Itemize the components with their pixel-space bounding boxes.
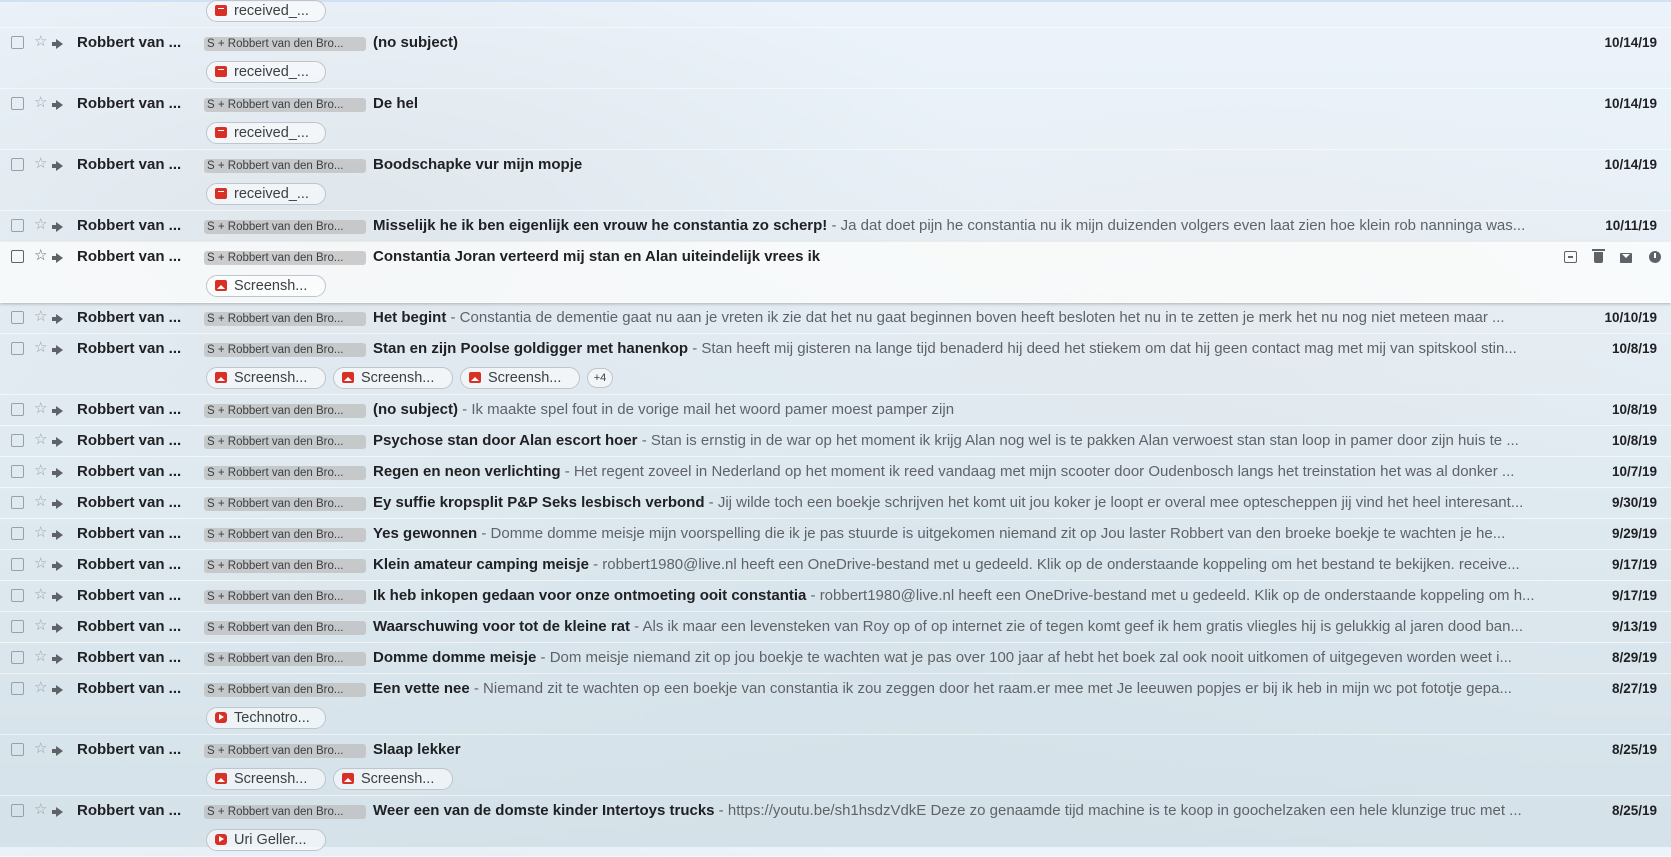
sender-name: Robbert van ... xyxy=(77,95,182,112)
select-checkbox[interactable] xyxy=(11,434,24,447)
subject-line xyxy=(373,156,1573,174)
subject-line xyxy=(373,741,1573,759)
subject-line xyxy=(373,401,1573,419)
pdf-icon xyxy=(215,127,227,138)
subject-line xyxy=(373,802,1573,820)
sender-name: Robbert van ... xyxy=(77,156,182,173)
email-subject: Stan en zijn Poolse goldigger met hanenkop xyxy=(373,340,689,357)
subject-line xyxy=(373,340,1573,358)
select-checkbox[interactable] xyxy=(11,342,24,355)
row-actions xyxy=(1547,250,1661,266)
star-icon[interactable]: ☆ xyxy=(34,400,48,417)
sender-name: Robbert van ... xyxy=(77,34,182,51)
attachment-name: Screensh... xyxy=(234,370,308,386)
attachment-bar xyxy=(206,707,333,729)
subject-line xyxy=(373,217,1573,235)
attachment-chip[interactable] xyxy=(333,367,453,389)
email-snippet: - robbert1980@live.nl heeft een OneDrive-bestand met u gedeeld. Klik op de onderstaande koppeling om h... xyxy=(806,587,1535,604)
email-snippet: - robbert1980@live.nl heeft een OneDrive-bestand met u gedeeld. Klik op de onderstaande koppeling om het bestand te bekijken. receive... xyxy=(588,556,1520,573)
star-icon[interactable]: ☆ xyxy=(34,216,48,233)
importance-marker-icon[interactable] xyxy=(56,253,63,263)
email-snippet: - Stan heeft mij gisteren na lange tijd benaderd hij deed het stiekem om dat hij geen contact mag met mij van spitskool stin... xyxy=(688,340,1517,357)
star-icon[interactable]: ☆ xyxy=(34,462,48,479)
mark-as-read-icon[interactable] xyxy=(1620,253,1632,263)
email-subject: Slaap lekker xyxy=(373,741,461,758)
email-row[interactable] xyxy=(0,150,1671,211)
attachment-bar xyxy=(206,122,333,144)
attachment-bar xyxy=(206,768,460,790)
select-checkbox[interactable] xyxy=(11,36,24,49)
email-subject: Ey suffie kropsplit P&P Seks lesbisch verbond xyxy=(373,494,705,511)
email-date: 10/14/19 xyxy=(1604,96,1657,111)
importance-marker-icon[interactable] xyxy=(56,746,63,756)
more-attachments-badge[interactable]: +4 xyxy=(587,368,613,388)
importance-marker-icon[interactable] xyxy=(56,592,63,602)
email-date: 10/11/19 xyxy=(1605,218,1657,233)
email-date: 8/27/19 xyxy=(1611,681,1657,696)
select-checkbox[interactable] xyxy=(11,804,24,817)
email-snippet: - https://youtu.be/sh1hsdzVdkE Deze zo genaamde tijd machine is te koop in goochelzaken een hele klunzige truc met ... xyxy=(714,802,1522,819)
email-date: 8/25/19 xyxy=(1611,742,1657,757)
attachment-chip[interactable] xyxy=(206,707,326,729)
importance-marker-icon[interactable] xyxy=(56,222,63,232)
star-icon[interactable]: ☆ xyxy=(34,339,48,356)
email-subject: Constantia Joran verteerd mij stan en Alan uiteindelijk vrees ik xyxy=(373,248,821,265)
image-icon xyxy=(215,280,227,291)
email-subject: De hel xyxy=(373,95,419,112)
attachment-name: Screensh... xyxy=(234,771,308,787)
attachment-name: received_... xyxy=(234,64,309,80)
star-icon[interactable]: ☆ xyxy=(34,555,48,572)
star-icon[interactable]: ☆ xyxy=(34,493,48,510)
email-row[interactable] xyxy=(0,550,1671,581)
email-row[interactable] xyxy=(0,488,1671,519)
subject-line xyxy=(373,309,1573,327)
star-icon[interactable]: ☆ xyxy=(34,33,48,50)
label-chip[interactable]: S + Robbert van den Bro... xyxy=(204,312,366,326)
select-checkbox[interactable] xyxy=(11,465,24,478)
email-snippet: - Ja dat doet pijn he constantia nu ik mijn duizenden volgers even laat zien hoe klein rob nanninga was... xyxy=(827,217,1526,234)
label-chip[interactable]: S + Robbert van den Bro... xyxy=(204,343,366,357)
snooze-icon[interactable] xyxy=(1649,251,1661,263)
attachment-chip[interactable] xyxy=(206,768,326,790)
email-subject: Domme domme meisje xyxy=(373,649,537,666)
select-checkbox[interactable] xyxy=(11,250,24,263)
attachment-bar xyxy=(206,275,333,297)
sender-name: Robbert van ... xyxy=(77,217,182,234)
email-date: 9/17/19 xyxy=(1611,557,1657,572)
importance-marker-icon[interactable] xyxy=(56,530,63,540)
importance-marker-icon[interactable] xyxy=(56,468,63,478)
attachment-name: received_... xyxy=(234,125,309,141)
sender-name: Robbert van ... xyxy=(77,556,182,573)
label-chip[interactable]: S + Robbert van den Bro... xyxy=(204,652,366,666)
label-chip[interactable]: S + Robbert van den Bro... xyxy=(204,251,366,265)
attachment-name: Uri Geller... xyxy=(234,832,307,848)
email-date: 9/17/19 xyxy=(1611,588,1657,603)
sender-name: Robbert van ... xyxy=(77,494,182,511)
pdf-icon xyxy=(215,5,227,16)
sender-name: Robbert van ... xyxy=(77,401,182,418)
email-row[interactable] xyxy=(0,303,1671,334)
email-row[interactable] xyxy=(0,735,1671,796)
email-subject: Een vette nee xyxy=(373,680,470,697)
attachment-bar xyxy=(206,61,333,83)
label-chip[interactable]: S + Robbert van den Bro... xyxy=(204,559,366,573)
youtube-icon xyxy=(215,712,227,723)
star-icon[interactable]: ☆ xyxy=(34,155,48,172)
image-icon xyxy=(342,773,354,784)
subject-line xyxy=(373,556,1573,574)
email-date: 10/10/19 xyxy=(1604,310,1657,325)
attachment-chip[interactable] xyxy=(333,768,453,790)
email-snippet: - Jij wilde toch een boekje schrijven het komt uit jou koker je loopt er overal mee optescheppen jij vind het heel interesant... xyxy=(704,494,1524,511)
importance-marker-icon[interactable] xyxy=(56,345,63,355)
select-checkbox[interactable] xyxy=(11,527,24,540)
importance-marker-icon[interactable] xyxy=(56,499,63,509)
email-subject: (no subject) xyxy=(373,34,458,51)
subject-line xyxy=(373,587,1573,605)
sender-name: Robbert van ... xyxy=(77,741,182,758)
attachment-chip[interactable] xyxy=(206,0,326,22)
image-icon xyxy=(342,372,354,383)
importance-marker-icon[interactable] xyxy=(56,561,63,571)
email-row[interactable] xyxy=(0,796,1671,857)
label-chip[interactable]: S + Robbert van den Bro... xyxy=(204,683,366,697)
email-date: 9/29/19 xyxy=(1611,526,1657,541)
sender-name: Robbert van ... xyxy=(77,649,182,666)
sender-name: Robbert van ... xyxy=(77,340,182,357)
sender-name: Robbert van ... xyxy=(77,309,182,326)
image-icon xyxy=(215,372,227,383)
star-icon[interactable]: ☆ xyxy=(34,648,48,665)
subject-line xyxy=(373,248,1523,266)
email-row[interactable] xyxy=(0,0,1671,28)
attachment-name: Screensh... xyxy=(361,771,435,787)
attachment-name: received_... xyxy=(234,186,309,202)
subject-line xyxy=(373,95,1573,113)
importance-marker-icon[interactable] xyxy=(56,654,63,664)
email-subject: Het begint xyxy=(373,309,447,326)
email-row[interactable] xyxy=(0,28,1671,89)
select-checkbox[interactable] xyxy=(11,311,24,324)
subject-line xyxy=(373,680,1573,698)
delete-icon[interactable] xyxy=(1594,252,1603,263)
attachment-chip[interactable] xyxy=(460,367,580,389)
attachment-name: Screensh... xyxy=(234,278,308,294)
importance-marker-icon[interactable] xyxy=(56,406,63,416)
email-row[interactable] xyxy=(0,519,1671,550)
sender-name: Robbert van ... xyxy=(77,802,182,819)
pdf-icon xyxy=(215,188,227,199)
email-date: 9/30/19 xyxy=(1611,495,1657,510)
email-snippet: - Domme domme meisje mijn voorspelling die ik je pas stuurde is uitgekomen niemand zit op Jou laster Robbert van den broeke boekje te wachten je he... xyxy=(477,525,1506,542)
sender-name: Robbert van ... xyxy=(77,463,182,480)
label-chip[interactable]: S + Robbert van den Bro... xyxy=(204,528,366,542)
star-icon[interactable]: ☆ xyxy=(34,94,48,111)
email-date: 10/8/19 xyxy=(1611,433,1657,448)
select-checkbox[interactable] xyxy=(11,743,24,756)
sender-name: Robbert van ... xyxy=(77,432,182,449)
email-subject: Weer een van de domste kinder Intertoys trucks xyxy=(373,802,715,819)
email-subject: Waarschuwing voor tot de kleine rat xyxy=(373,618,630,635)
attachment-chip[interactable] xyxy=(206,61,326,83)
attachment-chip[interactable] xyxy=(206,275,326,297)
sender-name: Robbert van ... xyxy=(77,525,182,542)
label-chip[interactable]: S + Robbert van den Bro... xyxy=(204,37,366,51)
select-checkbox[interactable] xyxy=(11,682,24,695)
label-chip[interactable]: S + Robbert van den Bro... xyxy=(204,497,366,511)
select-checkbox[interactable] xyxy=(11,558,24,571)
image-icon xyxy=(215,773,227,784)
attachment-chip[interactable] xyxy=(206,829,326,851)
importance-marker-icon[interactable] xyxy=(56,161,63,171)
email-row[interactable] xyxy=(0,612,1671,643)
label-chip[interactable]: S + Robbert van den Bro... xyxy=(204,805,366,819)
subject-line xyxy=(373,525,1573,543)
attachment-bar xyxy=(206,0,333,22)
sender-name: Robbert van ... xyxy=(77,248,182,265)
sender-name: Robbert van ... xyxy=(77,618,182,635)
star-icon[interactable]: ☆ xyxy=(34,308,48,325)
star-icon[interactable]: ☆ xyxy=(34,431,48,448)
importance-marker-icon[interactable] xyxy=(56,39,63,49)
email-subject: Boodschapke vur mijn mopje xyxy=(373,156,583,173)
email-date: 10/14/19 xyxy=(1604,157,1657,172)
email-date: 10/7/19 xyxy=(1611,464,1657,479)
select-checkbox[interactable] xyxy=(11,219,24,232)
email-row[interactable] xyxy=(0,426,1671,457)
email-subject: Misselijk he ik ben eigenlijk een vrouw he constantia zo scherp! xyxy=(373,217,828,234)
star-icon[interactable]: ☆ xyxy=(34,740,48,757)
image-icon xyxy=(469,372,481,383)
email-row[interactable] xyxy=(0,643,1671,674)
email-snippet: - Constantia de dementie gaat nu aan je vreten ik zie dat het nu gaat beginnen boven heeft besloten het nu in te zetten je merk het nu nog niet meteen maar ... xyxy=(446,309,1505,326)
attachment-name: received_... xyxy=(234,3,309,19)
star-icon[interactable]: ☆ xyxy=(34,679,48,696)
email-row[interactable] xyxy=(0,334,1671,395)
select-checkbox[interactable] xyxy=(11,403,24,416)
email-row[interactable] xyxy=(0,457,1671,488)
email-row[interactable] xyxy=(0,674,1671,735)
email-row[interactable] xyxy=(0,242,1671,303)
label-chip[interactable]: S + Robbert van den Bro... xyxy=(204,220,366,234)
attachment-name: Screensh... xyxy=(361,370,435,386)
attachment-chip[interactable] xyxy=(206,367,326,389)
attachment-chip[interactable] xyxy=(206,122,326,144)
sender-name: Robbert van ... xyxy=(77,680,182,697)
email-subject: Klein amateur camping meisje xyxy=(373,556,589,573)
email-subject: (no subject) xyxy=(373,401,458,418)
attachment-chip[interactable] xyxy=(206,183,326,205)
email-subject: Psychose stan door Alan escort hoer xyxy=(373,432,638,449)
email-row[interactable] xyxy=(0,211,1671,242)
attachment-name: Technotro... xyxy=(234,710,310,726)
star-icon[interactable]: ☆ xyxy=(34,617,48,634)
email-subject: Ik heb inkopen gedaan voor onze ontmoeting ooit constantia xyxy=(373,587,807,604)
star-icon[interactable]: ☆ xyxy=(34,524,48,541)
email-snippet: - Dom meisje niemand zit op jou boekje te wachten wat je pas over 100 jaar af hebt het boek zal ook nooit uitkomen of uitgegeven worden weet i... xyxy=(536,649,1512,666)
importance-marker-icon[interactable] xyxy=(56,100,63,110)
subject-line xyxy=(373,494,1573,512)
importance-marker-icon[interactable] xyxy=(56,437,63,447)
email-snippet: - Niemand zit te wachten op een boekje van constantia ik zou zeggen door het raam.er mee met Je leeuwen popjes er bij ik heb in mijn wc pot fototje gepa... xyxy=(469,680,1512,697)
attachment-name: Screensh... xyxy=(488,370,562,386)
archive-icon[interactable] xyxy=(1564,251,1577,263)
select-checkbox[interactable] xyxy=(11,97,24,110)
importance-marker-icon[interactable] xyxy=(56,623,63,633)
pdf-icon xyxy=(215,66,227,77)
attachment-bar xyxy=(206,829,333,851)
importance-marker-icon[interactable] xyxy=(56,685,63,695)
label-chip[interactable]: S + Robbert van den Bro... xyxy=(204,98,366,112)
importance-marker-icon[interactable] xyxy=(56,807,63,817)
email-date: 8/25/19 xyxy=(1611,803,1657,818)
star-icon[interactable]: ☆ xyxy=(34,801,48,818)
email-snippet: - Het regent zoveel in Nederland op het moment ik reed vandaag met mijn scooter door Oudenbosch langs het treinstation het was al donker ... xyxy=(560,463,1515,480)
attachment-bar xyxy=(206,367,613,389)
subject-line xyxy=(373,618,1573,636)
subject-line xyxy=(373,463,1573,481)
email-date: 10/14/19 xyxy=(1604,35,1657,50)
email-snippet: - Ik maakte spel fout in de vorige mail het woord pamer moest pamper zijn xyxy=(458,401,955,418)
label-chip[interactable]: S + Robbert van den Bro... xyxy=(204,590,366,604)
subject-line xyxy=(373,649,1573,667)
email-date: 8/29/19 xyxy=(1611,650,1657,665)
email-date: 9/13/19 xyxy=(1611,619,1657,634)
label-chip[interactable]: S + Robbert van den Bro... xyxy=(204,466,366,480)
email-date: 10/8/19 xyxy=(1611,341,1657,356)
label-chip[interactable]: S + Robbert van den Bro... xyxy=(204,435,366,449)
select-checkbox[interactable] xyxy=(11,158,24,171)
subject-line xyxy=(373,432,1573,450)
subject-line xyxy=(373,34,1573,52)
email-date: 10/8/19 xyxy=(1611,402,1657,417)
star-icon[interactable]: ☆ xyxy=(34,247,48,264)
email-subject: Regen en neon verlichting xyxy=(373,463,561,480)
label-chip[interactable]: S + Robbert van den Bro... xyxy=(204,621,366,635)
label-chip[interactable]: S + Robbert van den Bro... xyxy=(204,744,366,758)
email-row[interactable] xyxy=(0,89,1671,150)
select-checkbox[interactable] xyxy=(11,589,24,602)
youtube-icon xyxy=(215,834,227,845)
label-chip[interactable]: S + Robbert van den Bro... xyxy=(204,404,366,418)
email-snippet: - Als ik maar een levensteken van Roy op of op internet zie of tegen komt geef ik hem gratis vliegles hij is gelukkig al jaren dood ban... xyxy=(630,618,1523,635)
select-checkbox[interactable] xyxy=(11,651,24,664)
label-chip[interactable]: S + Robbert van den Bro... xyxy=(204,159,366,173)
sender-name: Robbert van ... xyxy=(77,587,182,604)
star-icon[interactable]: ☆ xyxy=(34,586,48,603)
select-checkbox[interactable] xyxy=(11,620,24,633)
attachment-bar xyxy=(206,183,333,205)
email-snippet: - Stan is ernstig in de war op het moment ik krijg Alan nog wel is te pakken Alan verwoest stan stan loop in pamer door zijn huis te ... xyxy=(637,432,1519,449)
importance-marker-icon[interactable] xyxy=(56,314,63,324)
email-row[interactable] xyxy=(0,581,1671,612)
select-checkbox[interactable] xyxy=(11,496,24,509)
email-row[interactable] xyxy=(0,395,1671,426)
email-subject: Yes gewonnen xyxy=(373,525,478,542)
